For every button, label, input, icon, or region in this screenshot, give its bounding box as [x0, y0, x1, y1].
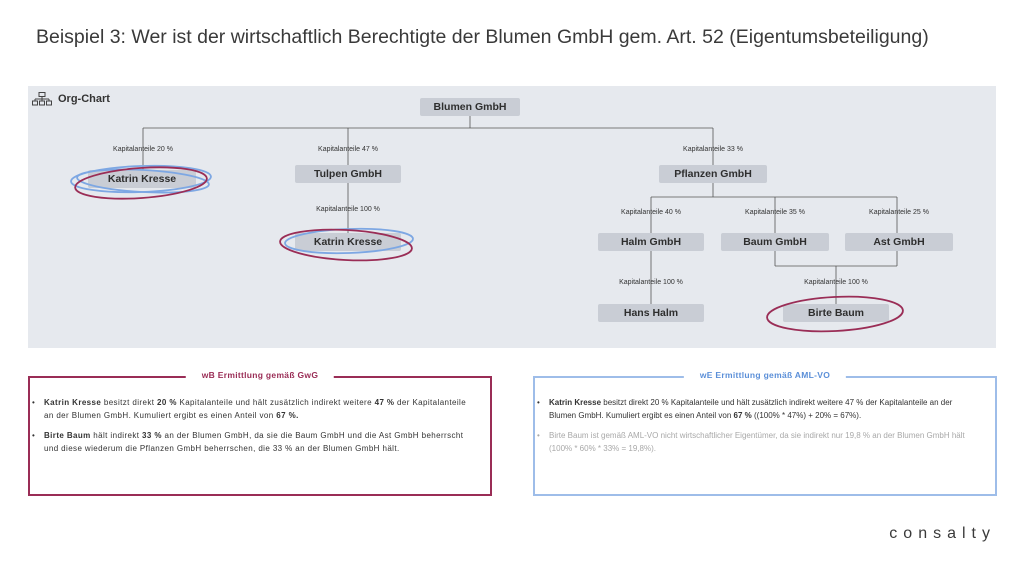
gwg-bullet-katrin: • Katrin Kresse besitzt direkt 20 % Kapitalanteile und hält zusätzlich indirekt weitere 47 % der Kapitalanteile an der Blumen GmbH. Kumuliert ergibt es einen Anteil von 67 %. — [30, 396, 470, 422]
org-chart-icon — [32, 92, 52, 106]
node-katrin-kresse-indirect: Katrin Kresse — [295, 233, 401, 251]
node-baum-gmbh: Baum GmbH — [721, 233, 829, 251]
share-label-baum: Kapitalanteile 35 % — [745, 209, 805, 216]
box-aml-vo-header: wE Ermittlung gemäß AML-VO — [684, 370, 846, 380]
share-label-hans: Kapitalanteile 100 % — [619, 279, 683, 286]
share-label-halm: Kapitalanteile 40 % — [621, 209, 681, 216]
node-katrin-kresse-direct: Katrin Kresse — [88, 170, 196, 188]
aml-bullet-katrin: • Katrin Kresse besitzt direkt 20 % Kapitalanteile und hält zusätzlich indirekt weitere 47 % der Kapitalanteile an der Blumen GmbH. Kumuliert ergibt es einen Anteil von 67 % ((100% * 47%) + 20% = 67%). — [535, 396, 975, 422]
share-label-katrin-direct: Kapitalanteile 20 % — [113, 146, 173, 153]
share-label-katrin-indirect: Kapitalanteile 100 % — [316, 206, 380, 213]
node-pflanzen-gmbh: Pflanzen GmbH — [659, 165, 767, 183]
org-chart-label — [32, 92, 110, 106]
gwg-bullet-birte: • Birte Baum hält indirekt 33 % an der Blumen GmbH, da sie die Baum GmbH und die Ast GmbH beherrscht und diese wiederum die Pflanzen GmbH beherrschen, die 33 % an der Blumen GmbH hält. — [30, 429, 470, 455]
node-birte-baum: Birte Baum — [783, 304, 889, 322]
box-gwg — [28, 370, 492, 496]
share-label-tulpen: Kapitalanteile 47 % — [318, 146, 378, 153]
share-label-pflanzen: Kapitalanteile 33 % — [683, 146, 743, 153]
box-aml-vo — [533, 370, 997, 496]
page-title: Beispiel 3: Wer ist der wirtschaftlich Berechtigte der Blumen GmbH gem. Art. 52 (Eigentumsbeteiligung) — [36, 26, 929, 48]
node-tulpen-gmbh: Tulpen GmbH — [295, 165, 401, 183]
node-hans-halm: Hans Halm — [598, 304, 704, 322]
consalty-logo: consalty — [889, 525, 996, 542]
node-ast-gmbh: Ast GmbH — [845, 233, 953, 251]
node-halm-gmbh: Halm GmbH — [598, 233, 704, 251]
share-label-ast: Kapitalanteile 25 % — [869, 209, 929, 216]
share-label-birte: Kapitalanteile 100 % — [804, 279, 868, 286]
node-blumen-gmbh: Blumen GmbH — [420, 98, 520, 116]
org-chart-title: Org-Chart — [58, 93, 110, 105]
box-gwg-header: wB Ermittlung gemäß GwG — [186, 370, 334, 380]
aml-bullet-birte: • Birte Baum ist gemäß AML-VO nicht wirtschaftlicher Eigentümer, da sie indirekt nur 19,8 % an der Blumen GmbH hält (100% * 60% * 33% = 19,8%). — [535, 429, 975, 455]
